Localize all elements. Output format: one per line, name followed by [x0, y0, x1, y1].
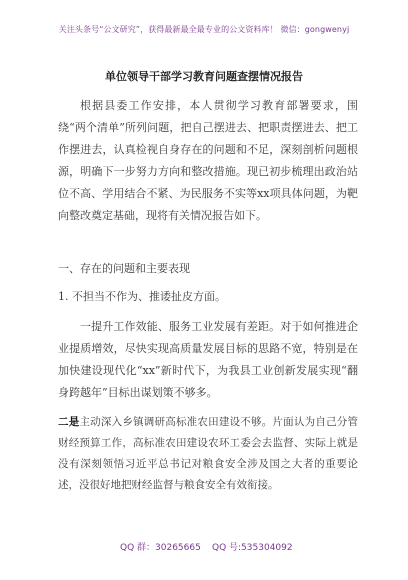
- paragraph-lead: 二是: [58, 416, 80, 428]
- paragraph-body: 主动深入乡镇调研高标准农田建设不够。片面认为自己分管财经预算工作，高标准农田建设农环工委会去监督、实际上就是没有深刻领悟习近平总书记对粮食安全涉及国之大者的重要论述，没很好地把财经监督与粮食安全有效衔接。: [58, 416, 359, 491]
- intro-paragraph: 根据县委工作安排，本人贯彻学习教育部署要求，围绕“两个清单”所列问题，把自己摆进去、把职责摆进去、把工作摆进去，认真检视自身存在的问题和不足，深刻剖析问题根源，明确下一步努力方向和整改措施。现已初步梳理出政治站位不高、学用结合不紧、为民服务不实等xx项具体问题，为靶向整改奠定基础，现将有关情况报告如下。: [58, 99, 358, 222]
- section-heading: 一、存在的问题和主要表现: [58, 262, 190, 275]
- qq-group-number: QQ 群：30265665: [120, 543, 201, 553]
- header-notice: 关注头条号“公文研究”，获得最新最全最专业的公文资料库！ 微信：gongwenyj: [58, 25, 350, 34]
- qq-account-number: QQ 号:535304092: [212, 543, 293, 553]
- body-paragraph-1: 一提升工作效能、服务工业发展有差距。对于如何推进企业提质增效，尽快实现高质量发展目标的思路不宽，特别是在加快建设现代化“xx”新时代下，为我县工业创新发展实现“翻身跨越年”目标出谋划策不够多。: [58, 320, 358, 399]
- body-paragraph-2: [58, 412, 358, 496]
- subsection-heading: 1. 不担当不作为、推诿扯皮方面。: [58, 290, 226, 303]
- document-title: 单位领导干部学习教育问题查摆情况报告: [105, 70, 303, 83]
